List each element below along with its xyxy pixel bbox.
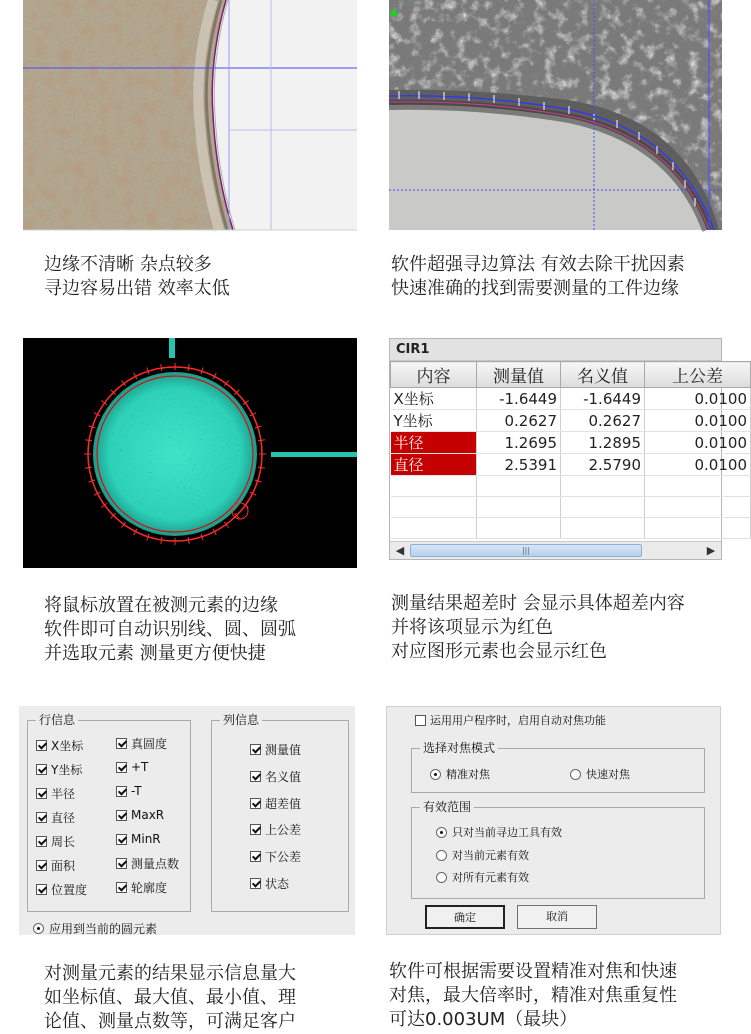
measured-value: -1.6449 bbox=[477, 388, 561, 410]
column-header-content[interactable]: 内容 bbox=[391, 362, 477, 388]
check-icon bbox=[116, 762, 127, 773]
focus-mode-group-title: 选择对焦模式 bbox=[420, 741, 498, 755]
radio-empty-icon bbox=[436, 872, 447, 883]
caption-line: 寻边容易出错 效率太低 bbox=[44, 278, 230, 299]
table-row[interactable] bbox=[391, 432, 751, 454]
chevron-right-icon[interactable]: ▶ bbox=[706, 544, 716, 557]
radio-selected-icon bbox=[436, 827, 447, 838]
edge-algorithm-image bbox=[389, 0, 722, 230]
check-icon bbox=[250, 744, 261, 755]
nominal-value: 0.2627 bbox=[561, 410, 645, 432]
checkbox-label: 测量值 bbox=[265, 742, 302, 757]
ok-button[interactable]: 确定 bbox=[425, 905, 505, 929]
checkbox-col-status[interactable] bbox=[250, 875, 289, 891]
caption-line: 软件超强寻边算法 有效去除干扰因素 bbox=[391, 254, 685, 275]
result-table-caption bbox=[391, 592, 685, 664]
radio-label: 精准对焦 bbox=[446, 768, 490, 781]
caption-line: 软件即可自动识别线、圆、圆弧 bbox=[44, 619, 296, 640]
checkbox-label: 运用用户程序时，启用自动对焦功能 bbox=[430, 714, 606, 727]
focus-mode-group bbox=[411, 741, 705, 793]
checkbox-label: 周长 bbox=[51, 834, 76, 849]
radio-label: 只对当前寻边工具有效 bbox=[452, 826, 562, 839]
check-icon bbox=[36, 740, 47, 751]
checkbox-col-deviation[interactable] bbox=[250, 795, 301, 811]
checkbox-label: MaxR bbox=[131, 808, 165, 822]
checkbox-row-radius[interactable] bbox=[36, 785, 75, 801]
checkbox-row-profile[interactable] bbox=[116, 879, 167, 895]
check-icon bbox=[36, 788, 47, 799]
horizontal-scrollbar[interactable] bbox=[390, 541, 721, 559]
caption-line: 如坐标值、最大值、最小值、理 bbox=[44, 987, 296, 1008]
check-icon bbox=[36, 884, 47, 895]
checkbox-label: -T bbox=[131, 784, 142, 798]
radio-label: 对所有元素有效 bbox=[452, 871, 529, 884]
circle-detect-caption bbox=[44, 594, 296, 666]
check-icon bbox=[36, 860, 47, 871]
checkbox-col-nominal[interactable] bbox=[250, 768, 301, 784]
apply-current-radio[interactable] bbox=[33, 920, 157, 936]
table-row[interactable] bbox=[391, 388, 751, 410]
checkbox-row-y[interactable] bbox=[36, 761, 82, 777]
empty-row bbox=[391, 497, 751, 518]
checkbox-label: 轮廓度 bbox=[131, 880, 168, 895]
cancel-button[interactable]: 取消 bbox=[517, 905, 597, 929]
valid-range-group-title: 有效范围 bbox=[420, 800, 474, 814]
check-icon bbox=[36, 836, 47, 847]
chevron-left-icon[interactable]: ◀ bbox=[395, 544, 405, 557]
checkbox-label: Y坐标 bbox=[51, 762, 83, 777]
checkbox-col-measured[interactable] bbox=[250, 741, 301, 757]
window-title: CIR1 bbox=[390, 339, 721, 361]
radio-label: 应用到当前的圆元素 bbox=[49, 921, 158, 936]
autofocus-dialog bbox=[386, 706, 721, 935]
checkbox-label: 测量点数 bbox=[131, 856, 180, 871]
radio-label: 快速对焦 bbox=[586, 768, 630, 781]
measured-value: 2.5391 bbox=[477, 454, 561, 476]
checkbox-label: 超差值 bbox=[265, 796, 302, 811]
measured-value: 1.2695 bbox=[477, 432, 561, 454]
radio-selected-icon bbox=[33, 923, 44, 934]
checkbox-label: 名义值 bbox=[265, 769, 302, 784]
info-dialog-caption bbox=[44, 962, 296, 1034]
checkbox-row-x[interactable] bbox=[36, 737, 83, 753]
check-icon bbox=[116, 834, 127, 845]
checkbox-row-maxr[interactable] bbox=[116, 807, 164, 823]
result-table bbox=[390, 361, 751, 539]
checkbox-row-position[interactable] bbox=[36, 881, 87, 897]
radio-fast-focus[interactable] bbox=[570, 766, 630, 782]
blurry-edge-image bbox=[23, 0, 357, 230]
check-icon bbox=[116, 738, 127, 749]
row-name: X坐标 bbox=[391, 388, 477, 410]
nominal-value: 1.2895 bbox=[561, 432, 645, 454]
caption-line: 边缘不清晰 杂点较多 bbox=[44, 254, 212, 275]
caption-line: 并将该项显示为红色 bbox=[391, 617, 553, 638]
result-table-window bbox=[389, 338, 747, 560]
column-info-group-title: 列信息 bbox=[220, 713, 262, 727]
checkbox-row-plus-t[interactable] bbox=[116, 759, 148, 775]
checkbox-row-minus-t[interactable] bbox=[116, 783, 142, 799]
checkbox-label: 真圆度 bbox=[131, 736, 168, 751]
checkbox-label: 状态 bbox=[265, 876, 290, 891]
checkbox-label: 半径 bbox=[51, 786, 76, 801]
column-header-upper-tolerance[interactable]: 上公差 bbox=[645, 362, 751, 388]
column-header-nominal[interactable]: 名义值 bbox=[561, 362, 645, 388]
enable-autofocus-checkbox[interactable] bbox=[415, 712, 606, 728]
caption-line: 并选取元素 测量更方便快捷 bbox=[44, 643, 266, 664]
caption-line: 测量结果超差时 会显示具体超差内容 bbox=[391, 593, 685, 614]
checkbox-col-upper-tol[interactable] bbox=[250, 821, 301, 837]
checkbox-label: 直径 bbox=[51, 810, 76, 825]
row-name-over-tolerance: 直径 bbox=[391, 454, 477, 476]
empty-row bbox=[391, 518, 751, 539]
caption-line: 对应图形元素也会显示红色 bbox=[391, 641, 607, 662]
table-header-row bbox=[391, 362, 751, 388]
check-icon bbox=[250, 824, 261, 835]
column-info-group bbox=[211, 713, 349, 912]
focus-dialog-caption bbox=[389, 960, 677, 1032]
caption-line: 快速准确的找到需要测量的工件边缘 bbox=[391, 278, 679, 299]
check-icon bbox=[250, 878, 261, 889]
upper-tolerance-value: 0.0100 bbox=[645, 432, 751, 454]
caption-line: 对测量元素的结果显示信息量大 bbox=[44, 963, 296, 984]
check-icon bbox=[116, 786, 127, 797]
radio-selected-icon bbox=[430, 769, 441, 780]
checkbox-label: +T bbox=[131, 760, 149, 774]
check-icon bbox=[250, 771, 261, 782]
upper-tolerance-value: 0.0100 bbox=[645, 410, 751, 432]
row-info-group-title: 行信息 bbox=[36, 713, 78, 727]
column-header-measured[interactable]: 测量值 bbox=[477, 362, 561, 388]
row-info-group bbox=[27, 713, 191, 912]
checkbox-row-minr[interactable] bbox=[116, 831, 161, 847]
checkbox-label: 下公差 bbox=[265, 849, 302, 864]
check-icon bbox=[36, 764, 47, 775]
caption-line: 可达0.003UM（最块） bbox=[389, 1009, 578, 1030]
upper-tolerance-value: 0.0100 bbox=[645, 454, 751, 476]
edge-algorithm-caption bbox=[391, 253, 685, 301]
radio-current-element[interactable] bbox=[436, 847, 529, 863]
check-icon bbox=[250, 851, 261, 862]
upper-tolerance-value: 0.0100 bbox=[645, 388, 751, 410]
check-icon bbox=[250, 798, 261, 809]
row-name-over-tolerance: 半径 bbox=[391, 432, 477, 454]
radio-label: 对当前元素有效 bbox=[452, 849, 529, 862]
empty-row bbox=[391, 476, 751, 497]
caption-line: 论值、测量点数等，可满足客户 bbox=[44, 1011, 296, 1032]
table-row[interactable] bbox=[391, 410, 751, 432]
table-row[interactable] bbox=[391, 454, 751, 476]
caption-line: 将鼠标放置在被测元素的边缘 bbox=[44, 595, 278, 616]
check-icon bbox=[116, 810, 127, 821]
caption-line: 对焦，最大倍率时，精准对焦重复性 bbox=[389, 985, 677, 1006]
checkbox-label: 面积 bbox=[51, 858, 76, 873]
radio-empty-icon bbox=[436, 850, 447, 861]
nominal-value: -1.6449 bbox=[561, 388, 645, 410]
checkbox-label: MinR bbox=[131, 832, 161, 846]
nominal-value: 2.5790 bbox=[561, 454, 645, 476]
checkbox-row-roundness[interactable] bbox=[116, 735, 167, 751]
checkbox-row-diameter[interactable] bbox=[36, 809, 75, 825]
checkbox-label: X坐标 bbox=[51, 738, 84, 753]
circle-detection-image bbox=[23, 338, 357, 568]
check-icon bbox=[116, 858, 127, 869]
check-icon bbox=[36, 812, 47, 823]
valid-range-group bbox=[411, 800, 705, 899]
checkbox-label: 上公差 bbox=[265, 822, 302, 837]
radio-current-edge-tool[interactable] bbox=[436, 824, 562, 840]
svg-text:· · · ·: · · · · bbox=[401, 10, 417, 18]
checkbox-row-area[interactable] bbox=[36, 857, 75, 873]
radio-all-elements[interactable] bbox=[436, 869, 529, 885]
caption-line: 软件可根据需要设置精准对焦和快速 bbox=[389, 961, 677, 982]
radio-precise-focus[interactable] bbox=[430, 766, 490, 782]
checkbox-empty-icon bbox=[415, 715, 426, 726]
check-icon bbox=[116, 882, 127, 893]
checkbox-row-perimeter[interactable] bbox=[36, 833, 75, 849]
radio-empty-icon bbox=[570, 769, 581, 780]
measured-value: 0.2627 bbox=[477, 410, 561, 432]
checkbox-col-lower-tol[interactable] bbox=[250, 848, 301, 864]
checkbox-label: 位置度 bbox=[51, 882, 88, 897]
checkbox-row-point-count[interactable] bbox=[116, 855, 179, 871]
scrollbar-thumb[interactable]: ||| bbox=[410, 544, 642, 557]
result-info-dialog bbox=[19, 706, 355, 935]
edge-blur-caption bbox=[44, 253, 230, 301]
row-name: Y坐标 bbox=[391, 410, 477, 432]
